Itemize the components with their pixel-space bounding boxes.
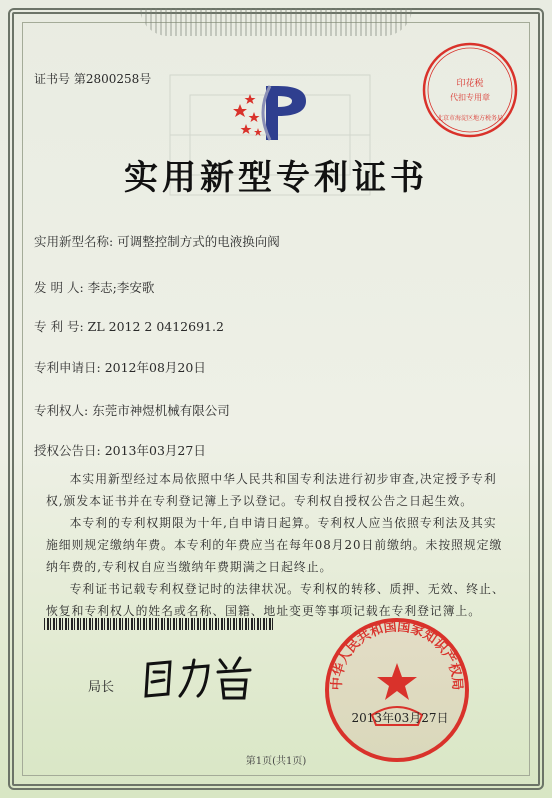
inventor-label: 发 明 人: (34, 280, 84, 295)
filing-date-row (34, 358, 206, 376)
tax-seal-line1: 印花税 (456, 79, 484, 89)
filing-date-value: 2012年08月20日 (104, 360, 206, 375)
seal-date: 2013年03月27日 (351, 711, 449, 725)
filing-date-label: 专利申请日: (34, 360, 101, 375)
barcode (44, 618, 274, 630)
certificate-body (46, 468, 506, 622)
patent-number-row (34, 317, 224, 335)
body-paragraph-1: 本实用新型经过本局依照中华人民共和国专利法进行初步审查,决定授予专利权,颁发本证书并在专利登记簿上予以登记。专利权自授权公告之日起生效。 (46, 472, 497, 508)
office-seal-text: 中华人民共和国国家知识产权局 (329, 619, 465, 691)
utility-name-row (34, 232, 280, 250)
inventor-row (34, 278, 154, 296)
patent-number-value: ZL 2012 2 0412691.2 (87, 319, 224, 334)
patent-number-label: 专 利 号: (34, 319, 84, 334)
certificate-title: 实用新型专利证书 (124, 158, 428, 198)
director-label: 局长 (88, 680, 115, 695)
top-ornament (140, 8, 412, 36)
tax-seal-ring-text: 北京市海淀区地方税务局 (436, 115, 504, 122)
certificate-number-value: 第2800258号 (73, 72, 152, 86)
certificate-number (34, 70, 151, 87)
grant-date-row (34, 441, 206, 459)
grant-date-label: 授权公告日: (34, 443, 101, 458)
utility-name-label: 实用新型名称: (34, 234, 114, 249)
tax-seal-line2: 代扣专用章 (450, 93, 490, 102)
patentee-row (34, 401, 230, 419)
tax-seal (420, 40, 520, 140)
certificate-number-label: 证书号 (34, 72, 71, 86)
director-signature (140, 650, 270, 705)
office-seal (322, 615, 472, 765)
body-paragraph-3: 专利证书记载专利权登记时的法律状况。专利权的转移、质押、无效、终止、恢复和专利权人的姓名或名称、国籍、地址变更等事项记载在专利登记簿上。 (46, 582, 505, 618)
body-paragraph-2: 本专利的专利权期限为十年,自申请日起算。专利权人应当依照专利法及其实施细则规定缴纳年费。本专利的年费应当在每年08月20日前缴纳。未按照规定缴纳年费的,专利权自应当缴纳年费期满之日起终止。 (46, 516, 503, 574)
utility-name-value: 可调整控制方式的电液换向阀 (117, 234, 280, 249)
page-footer: 第1页(共1页) (245, 756, 307, 767)
patentee-value: 东莞市神煜机械有限公司 (92, 403, 230, 418)
inventor-value: 李志;李安歌 (87, 280, 155, 295)
patentee-label: 专利权人: (34, 403, 89, 418)
grant-date-value: 2013年03月27日 (104, 443, 206, 458)
patent-office-logo (226, 82, 318, 144)
